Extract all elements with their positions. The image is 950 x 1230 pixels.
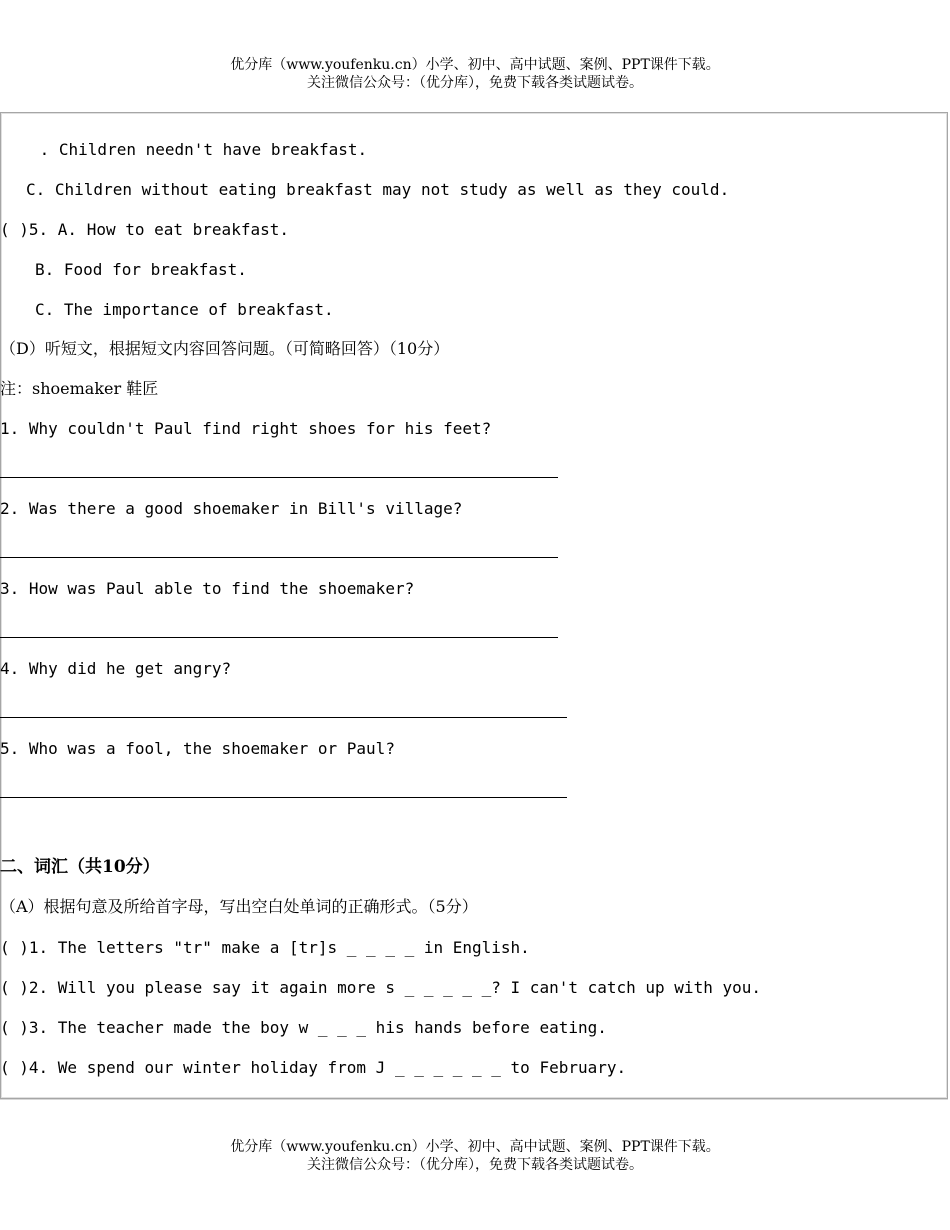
answer-line-4[interactable] xyxy=(0,717,567,718)
vocab-item-2: ( )2. Will you please say it again more s _ _ _ _ _? I can't catch up with you. xyxy=(0,978,761,997)
vocab-item-1: ( )1. The letters "tr" make a [tr]s _ _ _ _ in English. xyxy=(0,938,530,957)
header-line-2: 关注微信公众号：（优分库），免费下载各类试题试卷。 xyxy=(307,75,643,91)
footer-line-1: 优分库（www.youfenku.cn）小学、初中、高中试题、案例、PPT课件下载。 xyxy=(230,1139,720,1155)
page-footer xyxy=(0,1138,950,1174)
question-3: 3. How was Paul able to find the shoemaker? xyxy=(0,579,415,598)
q4-option-b: . Children needn't have breakfast. xyxy=(30,140,368,159)
section-d-title: （D）听短文，根据短文内容回答问题。（可简略回答）（10分） xyxy=(0,339,450,358)
vocab-heading: 二、词汇（共10分） xyxy=(0,857,160,877)
vocab-item-3: ( )3. The teacher made the boy w _ _ _ his hands before eating. xyxy=(0,1018,607,1037)
section-d-note: 注：shoemaker 鞋匠 xyxy=(0,379,159,398)
question-5: 5. Who was a fool, the shoemaker or Paul? xyxy=(0,739,395,758)
answer-line-1[interactable] xyxy=(0,477,558,478)
vocab-part-a-title: （A）根据句意及所给首字母，写出空白处单词的正确形式。（5分） xyxy=(0,897,478,916)
vocab-item-4: ( )4. We spend our winter holiday from J _ _ _ _ _ _ to February. xyxy=(0,1058,627,1077)
question-2: 2. Was there a good shoemaker in Bill's village? xyxy=(0,499,463,518)
footer-line-2: 关注微信公众号：（优分库），免费下载各类试题试卷。 xyxy=(307,1157,643,1173)
question-1: 1. Why couldn't Paul find right shoes for his feet? xyxy=(0,419,492,438)
header-line-1: 优分库（www.youfenku.cn）小学、初中、高中试题、案例、PPT课件下载。 xyxy=(230,57,720,73)
question-4: 4. Why did he get angry? xyxy=(0,659,232,678)
q4-option-c: C. Children without eating breakfast may not study as well as they could. xyxy=(26,180,730,199)
answer-line-2[interactable] xyxy=(0,557,558,558)
q5-option-a: ( )5. A. How to eat breakfast. xyxy=(0,220,289,239)
answer-line-5[interactable] xyxy=(0,797,567,798)
answer-line-3[interactable] xyxy=(0,637,558,638)
page-header xyxy=(0,56,950,92)
q5-option-b: B. Food for breakfast. xyxy=(35,260,247,279)
q5-option-c: C. The importance of breakfast. xyxy=(35,300,334,319)
